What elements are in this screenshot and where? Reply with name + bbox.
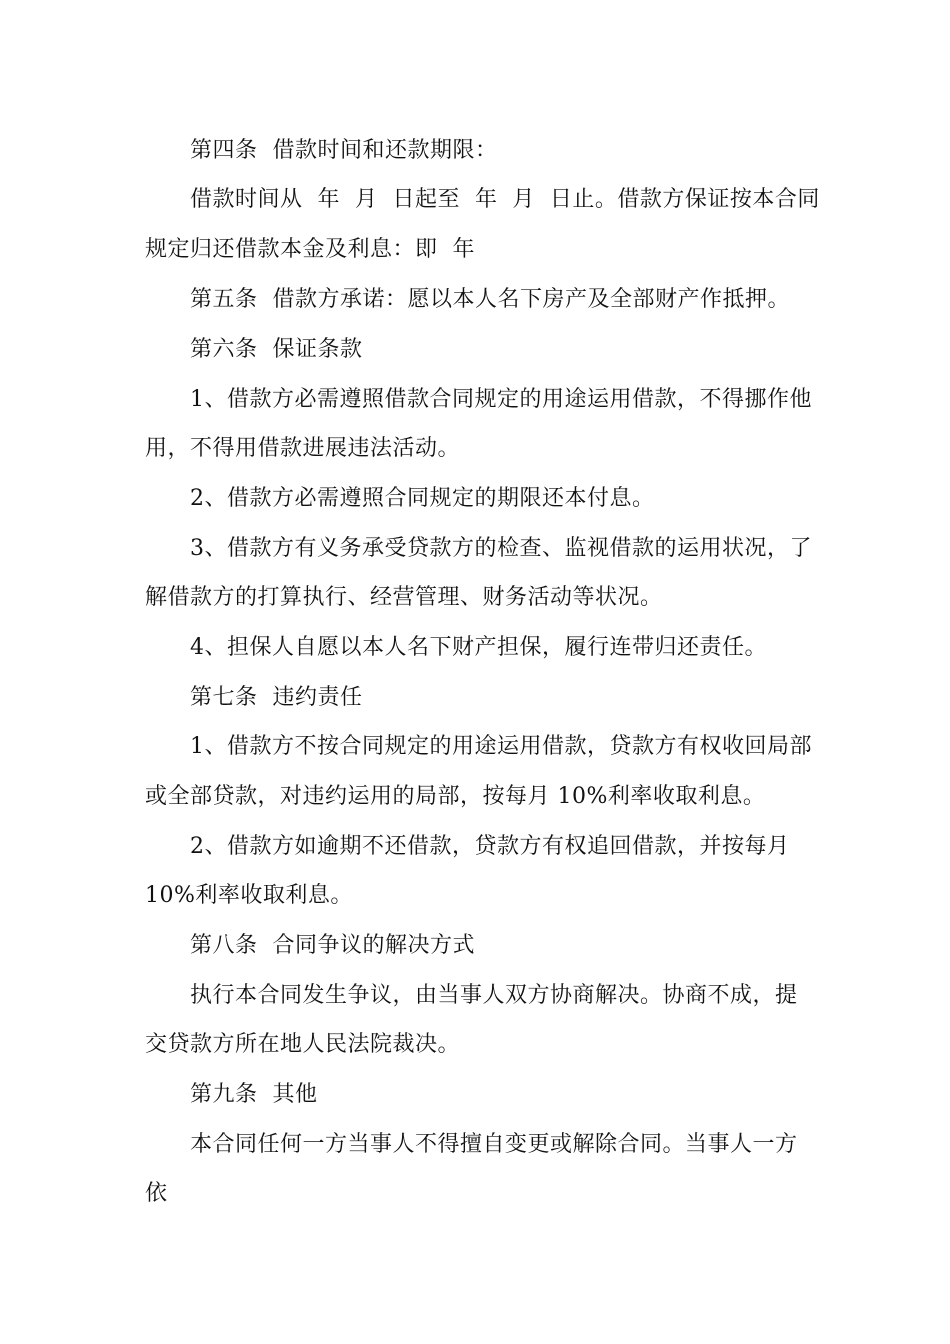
article-7-heading: 第七条 违约责任: [190, 685, 363, 710]
article-7-item-1-line-2: 或全部贷款，对违约运用的局部，按每月 10%利率收取利息。: [145, 784, 766, 809]
article-7-item-1-line-1: 1、借款方不按合同规定的用途运用借款，贷款方有权收回局部: [190, 734, 812, 759]
article-9-text-line-1: 本合同任何一方当事人不得擅自变更或解除合同。当事人一方: [190, 1132, 798, 1157]
article-9-heading: 第九条 其他: [190, 1082, 318, 1107]
article-6-heading: 第六条 保证条款: [190, 337, 363, 362]
article-4-text-line-2: 规定归还借款本金及利息：即 年: [145, 237, 475, 262]
article-8-text-line-2: 交贷款方所在地人民法院裁决。: [145, 1032, 461, 1057]
article-5-heading: 第五条 借款方承诺：愿以本人名下房产及全部财产作抵押。: [190, 287, 790, 312]
article-6-item-4: 4、担保人自愿以本人名下财产担保，履行连带归还责任。: [190, 635, 767, 660]
article-8-heading: 第八条 合同争议的解决方式: [190, 933, 475, 958]
article-6-item-3-line-1: 3、借款方有义务承受贷款方的检查、监视借款的运用状况，了: [190, 536, 812, 561]
article-7-item-2-line-1: 2、借款方如逾期不还借款，贷款方有权追回借款，并按每月: [190, 834, 790, 859]
article-6-item-3-line-2: 解借款方的打算执行、经营管理、财务活动等状况。: [145, 585, 663, 610]
article-4-text-line-1: 借款时间从 年 月 日起至 年 月 日止。借款方保证按本合同: [190, 187, 820, 212]
article-7-item-2-line-2: 10%利率收取利息。: [145, 883, 353, 908]
article-6-item-1-line-2: 用，不得用借款进展违法活动。: [145, 436, 461, 461]
article-6-item-1-line-1: 1、借款方必需遵照借款合同规定的用途运用借款，不得挪作他: [190, 387, 812, 412]
article-6-item-2: 2、借款方必需遵照合同规定的期限还本付息。: [190, 486, 655, 511]
article-9-text-line-2: 依: [145, 1181, 168, 1206]
article-4-heading: 第四条 借款时间和还款期限：: [190, 138, 498, 163]
article-8-text-line-1: 执行本合同发生争议，由当事人双方协商解决。协商不成，提: [190, 983, 798, 1008]
